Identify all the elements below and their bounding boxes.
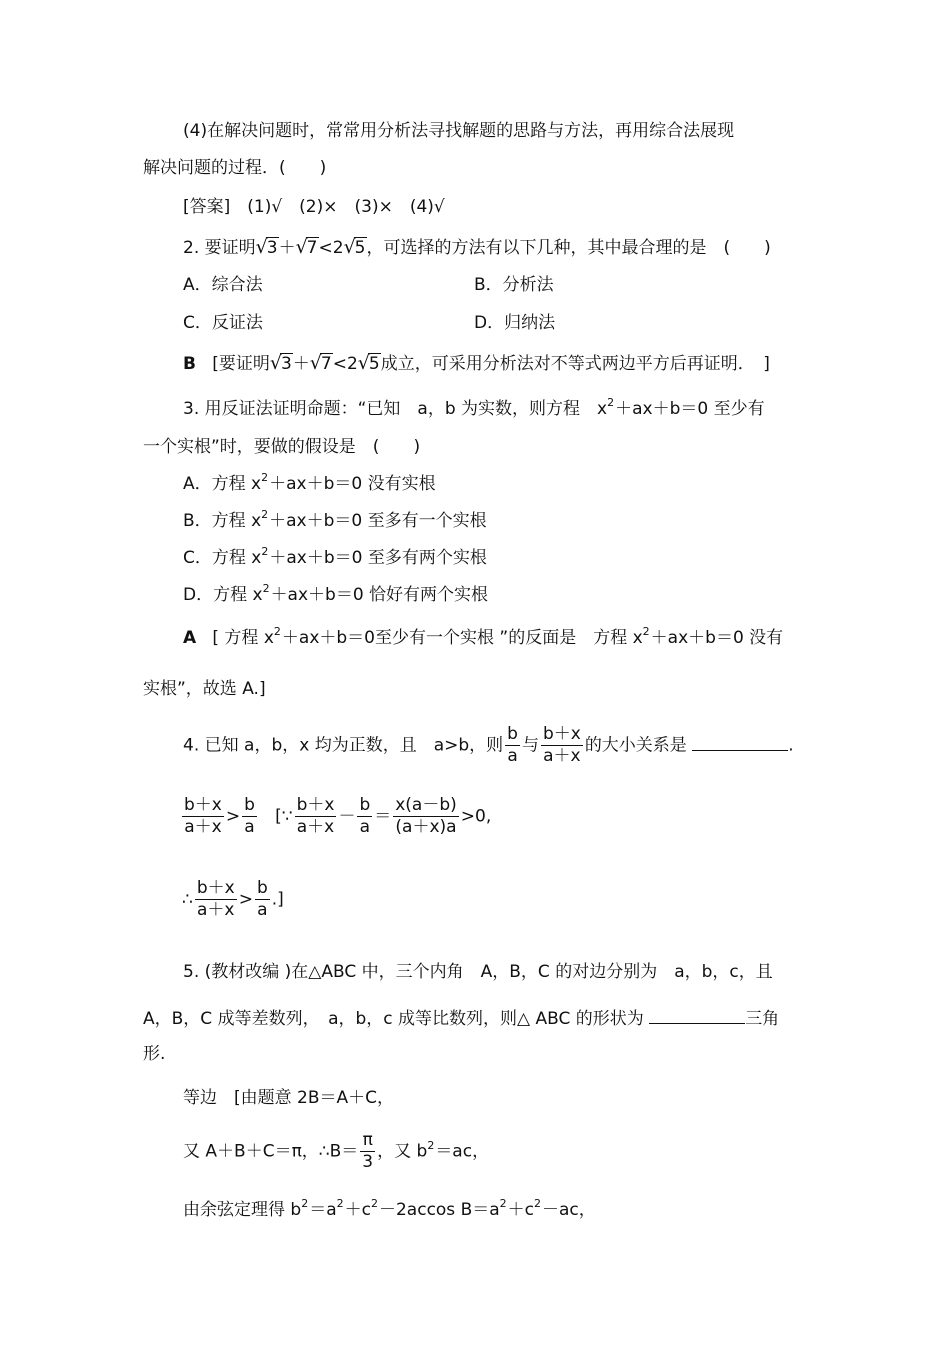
sqrt-3: √3 bbox=[269, 352, 292, 374]
q2-option-a: A．综合法 bbox=[183, 275, 263, 295]
q2-answer-prefix: [要证明 bbox=[212, 354, 270, 374]
q2-stem-prefix: 2. 要证明 bbox=[183, 238, 256, 258]
sqrt-7: √7 bbox=[295, 236, 318, 258]
q1-item4-line1: (4)在解决问题时，常常用分析法寻找解题的思路与方法，再用综合法展现 bbox=[183, 121, 735, 141]
q3-stem-b: ＋ax＋b＝0 至少有 bbox=[615, 399, 765, 419]
q2-option-c: C．反证法 bbox=[183, 313, 263, 333]
q3-option-a: A．方程 $x^2+ax+b=0$ 没有实根 bbox=[183, 471, 436, 494]
q1-item4-line2: 解决问题的过程．( ) bbox=[143, 158, 327, 178]
therefore-sign: ∴ bbox=[182, 889, 193, 910]
q5-stem-line1: 5. (教材改编 )在△ABC 中，三个内角 A，B，C 的对边分别为 a，b，c，且 bbox=[183, 962, 773, 982]
fraction-difference: $\frac{x(a-b)}{(a+x)a}$ bbox=[395, 795, 457, 837]
q3-answer-line1: A [ 方程 $x^2+ax+b=0$至少有一个实根 ”的反面是 方程 $x^2+ax+b=0$ 没有 bbox=[183, 625, 784, 648]
q2-stem-suffix: ，可选择的方法有以下几种，其中最合理的是 ( ) bbox=[366, 238, 771, 258]
less-than-2: <2 bbox=[332, 354, 358, 374]
q3-answer-line2: 实根”，故选 A.] bbox=[143, 679, 266, 699]
fraction-pi-over-3: $\frac{\pi}{3}$ bbox=[362, 1130, 374, 1172]
sqrt-5: √5 bbox=[357, 352, 380, 374]
q3-stem-a: 3. 用反证法证明命题：“已知 a，b 为实数，则方程 x bbox=[183, 399, 608, 419]
q5-stem-line3: 形. bbox=[143, 1044, 166, 1064]
q4-answer-line2: ∴ $\frac{b+x}{a+x}$ > $\frac{b}{a}$ .] bbox=[182, 878, 284, 920]
q2-answer-suffix: 成立，可采用分析法对不等式两边平方后再证明． ] bbox=[380, 354, 770, 374]
q3-option-c: C．方程 $x^2+ax+b=0$ 至多有两个实根 bbox=[183, 545, 487, 568]
plus-sign: ＋ bbox=[292, 354, 310, 374]
fraction-bx-over-ax: $\frac{b+x}{a+x}$ bbox=[542, 724, 581, 766]
fraction-bx-over-ax: $\frac{b+x}{a+x}$ bbox=[196, 878, 235, 920]
because-sign: [∵ bbox=[275, 806, 293, 827]
q4-stem-a: 4. 已知 a，b，x 均为正数，且 a>b，则 bbox=[183, 735, 504, 756]
q4-stem: 4. 已知 a，b，x 均为正数，且 a>b，则 $\frac{b}{a}$ 与 $\frac{b+x}{a+x}$ 的大小关系是 . bbox=[183, 724, 794, 766]
fraction-b-over-a: $\frac{b}{a}$ bbox=[256, 878, 268, 920]
q5-answer-line3: 由余弦定理得 $b^2=a^2+c^2-2accos$ $B=a^2+c^2-ac$， bbox=[183, 1197, 596, 1220]
q2-answer-letter: B bbox=[183, 354, 196, 374]
q5-answer-line2: 又 A＋B＋C＝π，∴B＝ $\frac{\pi}{3}$ ，又 $b^2=ac$， bbox=[183, 1130, 490, 1172]
q3-stem-line2: 一个实根”时，要做的假设是 ( ) bbox=[143, 437, 421, 457]
fraction-b-over-a: $\frac{b}{a}$ bbox=[244, 795, 255, 837]
q1-answer: [答案] (1)√ (2)× (3)× (4)√ bbox=[183, 197, 445, 217]
fraction-bx-over-ax: $\frac{b+x}{a+x}$ bbox=[184, 795, 222, 837]
sqrt-7: √7 bbox=[309, 352, 332, 374]
plus-sign: ＋ bbox=[278, 238, 296, 258]
fraction-b-over-a: $\frac{b}{a}$ bbox=[507, 724, 518, 766]
q5-stem-line2: A，B，C 成等差数列， a，b，c 成等比数列，则△ ABC 的形状为 三角 bbox=[143, 1009, 780, 1029]
q2-stem bbox=[183, 236, 771, 259]
q3-option-b: B．方程 $x^2+ax+b=0$ 至多有一个实根 bbox=[183, 508, 487, 531]
less-than-2: <2 bbox=[318, 238, 344, 258]
exponent: 2 bbox=[607, 396, 615, 409]
fraction-bx-over-ax: $\frac{b+x}{a+x}$ bbox=[296, 795, 335, 837]
q2-option-b: B．分析法 bbox=[474, 275, 554, 295]
q2-option-d: D．归纳法 bbox=[474, 313, 556, 333]
q4-answer-line1: $\frac{b+x}{a+x}$ > $\frac{b}{a}$ [∵ $\frac{b+x}{a+x}$ － $\frac{b}{a}$ ＝ $\frac{x(a-b)}{(a+x)a}$ >0, bbox=[184, 795, 492, 837]
sqrt-5: √5 bbox=[343, 236, 366, 258]
answer-blank bbox=[649, 1007, 745, 1024]
sqrt-3: √3 bbox=[255, 236, 278, 258]
fraction-b-over-a: $\frac{b}{a}$ bbox=[359, 795, 371, 837]
q5-answer-line1: 等边 [由题意 2B＝A＋C， bbox=[183, 1088, 395, 1108]
q3-answer-letter: A bbox=[183, 628, 197, 648]
q2-answer bbox=[183, 352, 770, 375]
q3-option-d: D．方程 $x^2+ax+b=0$ 恰好有两个实根 bbox=[183, 582, 489, 605]
q3-stem-line1 bbox=[183, 398, 765, 422]
answer-blank bbox=[692, 734, 788, 751]
